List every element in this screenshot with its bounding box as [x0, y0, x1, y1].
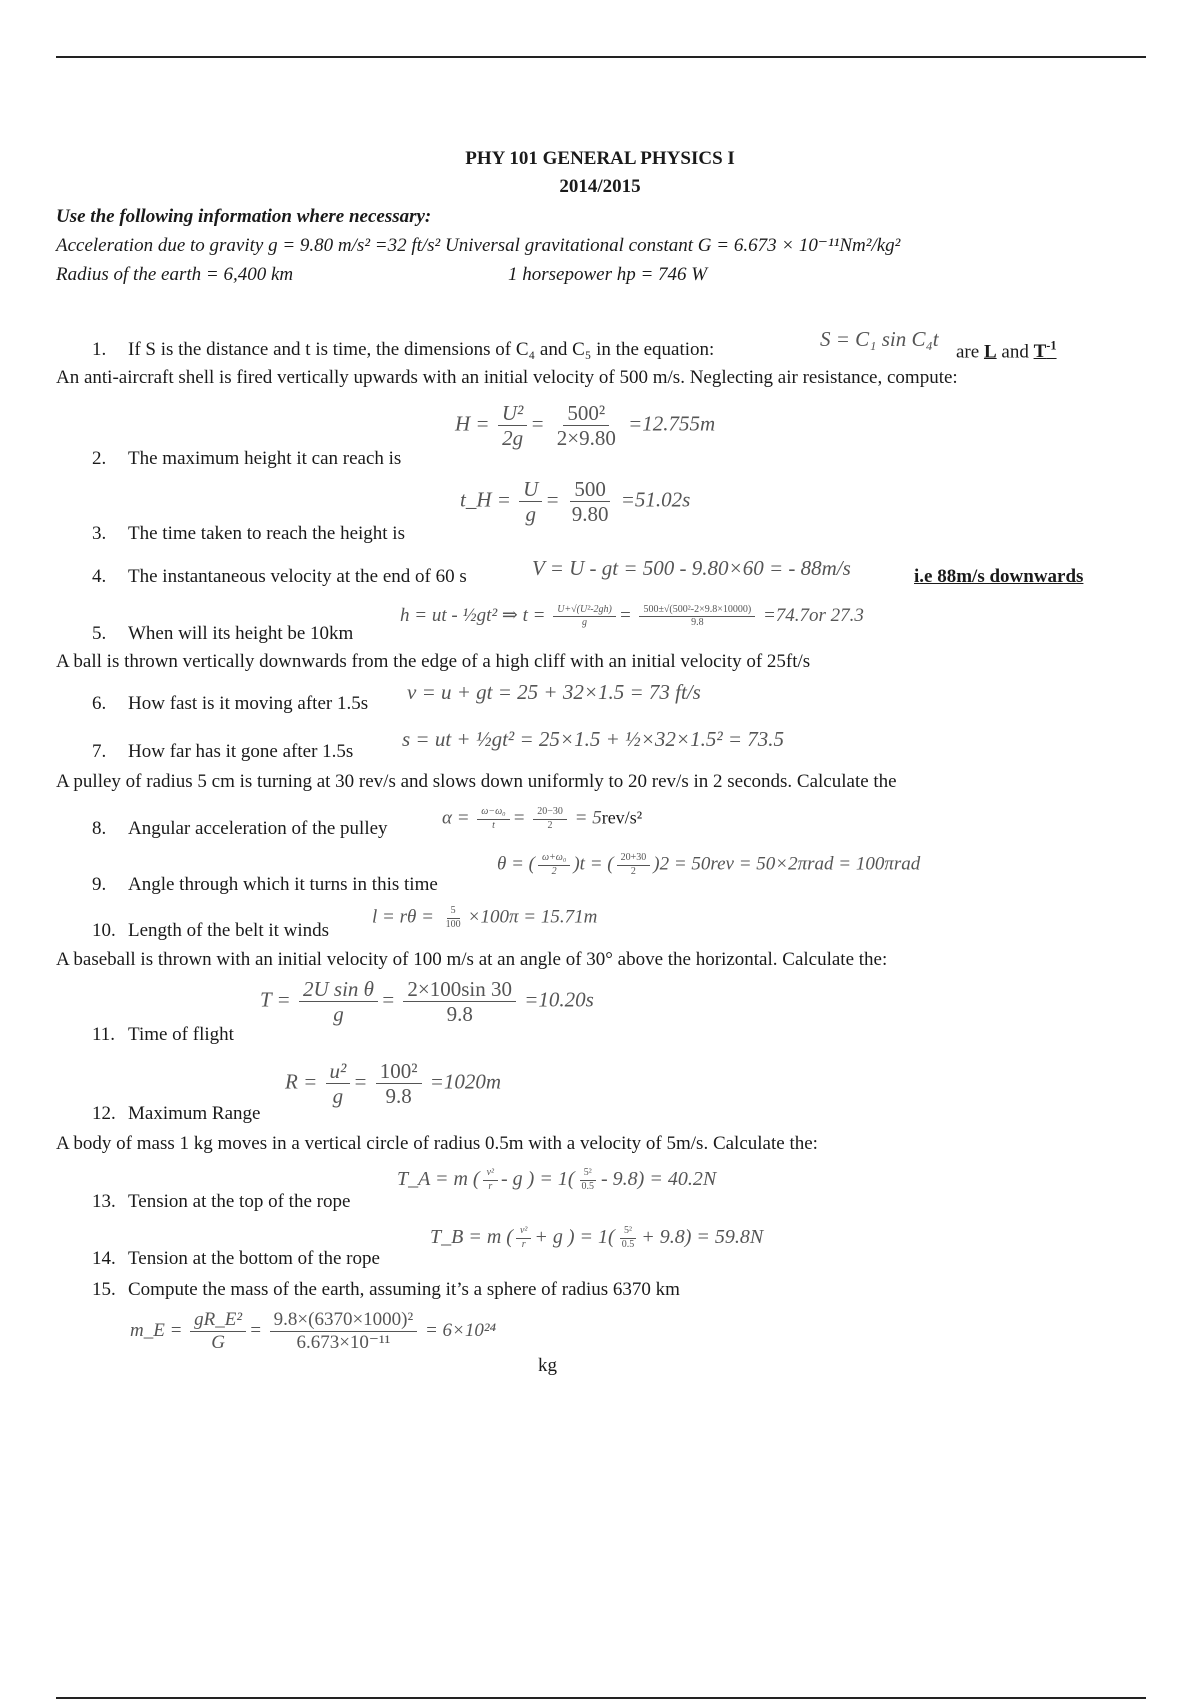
section-pulley-intro: A pulley of radius 5 cm is turning at 30 rev/s and slows down uniformly to 20 rev/s in 2 seconds. Calculate the [56, 771, 897, 792]
section-baseball-intro: A baseball is thrown with an initial velocity of 100 m/s at an angle of 30° above the horizontal. Calculate the: [56, 949, 888, 970]
session-year: 2014/2015 [559, 176, 641, 197]
answer-15-equation: m_E = $\frac{\text{gR\_E²}}{G}$ = $\frac{\text{9.8×(6370×1000)²}}{\text{6.673×10⁻¹¹}}$ = 6×10²⁴ [130, 1309, 497, 1353]
section-shell-intro: An anti-aircraft shell is fired vertically upwards with an initial velocity of 500 m/s. Neglecting air resistance, compute: [56, 367, 958, 388]
question-12: 12. Maximum Range [92, 1103, 261, 1124]
question-7: 7. How far has it gone after 1.5s [92, 741, 354, 762]
answer-13-equation: T_A = m ( $\frac{\text{v²}}{r}$ - g ) = 1( $\frac{\text{5²}}{0.5}$ - 9.8) = 40.2N [397, 1167, 717, 1192]
answer-10-equation: l = rθ = $\frac{5}{100}$ ×100π = 15.71m [372, 905, 598, 930]
answer-11-equation: T = $\frac{\text{2U sin θ}}{g}$ = $\frac{2\times 100\sin 30}{9.8}$ =10.20s [260, 977, 594, 1027]
question-14: 14. Tension at the bottom of the rope [92, 1248, 380, 1269]
question-8: 8. Angular acceleration of the pulley [92, 818, 388, 839]
answer-15-unit: kg [538, 1355, 557, 1376]
answer-1-L: L [983, 341, 997, 363]
question-15: 15. Compute the mass of the earth, assuming it’s a sphere of radius 6370 km [92, 1279, 680, 1300]
constants-horsepower: 1 horsepower hp = 746 W [508, 264, 708, 285]
constants-earth-radius: Radius of the earth = 6,400 km [56, 264, 294, 285]
answer-1-result [956, 339, 1057, 363]
question-3: 3. The time taken to reach the height is [92, 523, 405, 544]
question-6: 6. How fast is it moving after 1.5s [92, 693, 369, 714]
question-5: 5. When will its height be 10km [92, 623, 354, 644]
answer-1-are: are [956, 341, 980, 363]
question-9: 9. Angle through which it turns in this time [92, 874, 438, 895]
course-title: PHY 101 GENERAL PHYSICS I [465, 148, 735, 169]
answer-12-equation: R = $\frac{\text{u²}}{g}$ = $\frac{\text{100²}}{9.8}$ =1020m [285, 1059, 502, 1109]
question-number: 1. [92, 339, 107, 360]
answer-7-equation: s = ut + ½gt² = 25×1.5 + ½×32×1.5² = 73.5 [402, 727, 785, 751]
section-ball-intro: A ball is thrown vertically downwards from the edge of a high cliff with an initial velocity of 25ft/s [56, 651, 811, 672]
answer-3-equation: t_H = $\frac{U}{g}$ = $\frac{500}{9.80}$ =51.02s [460, 477, 691, 527]
constants-line-1: Acceleration due to gravity g = 9.80 m/s² =32 ft/s² Universal gravitational constant G = 6.673 × 10⁻¹¹Nm²/kg² [56, 235, 901, 256]
answer-1-and: and [1001, 341, 1029, 363]
constants-heading: Use the following information where necessary: [56, 206, 432, 227]
answer-5-equation: h = ut - ½gt² ⇒ t = $\frac{\text{U+√(U²-2gh)}}{g}$ = $\frac{\text{500±√(500²-2×9.8×10000)}}{9.8}$ =74.7or 27.3 [400, 603, 864, 629]
answer-4-equation: V = U - gt = 500 - 9.80×60 = - 88m/s [532, 556, 851, 580]
answer-1-T: $T^{-1}$ [1033, 339, 1057, 363]
top-rule [56, 56, 1146, 58]
answer-14-equation: T_B = m ( $\frac{\text{v²}}{r}$ + g ) = 1( $\frac{\text{5²}}{0.5}$ + 9.8) = 59.8N [430, 1225, 764, 1250]
answer-8-equation: α = $\frac{\text{ω−ω₀}}{t}$ = $\frac{20-30}{2}$ = 5rev/s² [442, 806, 643, 831]
section-circle-intro: A body of mass 1 kg moves in a vertical circle of radius 0.5m with a velocity of 5m/s. Calculate the: [56, 1133, 818, 1154]
question-text: If S is the distance and t is time, the dimensions of C₄ and C₅ in the equation: [128, 339, 715, 360]
question-11: 11. Time of flight [92, 1024, 234, 1045]
question-1 [92, 339, 714, 361]
answer-2-equation: H = $\frac{\text{U²}}{2g}$ = $\frac{\text{500²}}{2\times 9.80}$ =12.755m [455, 401, 716, 451]
answer-9-equation: θ = ( $\frac{\text{ω+ω₀}}{2}$ )t = ( $\frac{20+30}{2}$ )2 = 50rev = 50×2πrad = 100πrad [497, 852, 921, 877]
bottom-rule [56, 1697, 1146, 1699]
answer-6-equation: v = u + gt = 25 + 32×1.5 = 73 ft/s [407, 680, 701, 704]
question-4: 4. The instantaneous velocity at the end of 60 s [92, 566, 467, 587]
question-13: 13. Tension at the top of the rope [92, 1191, 351, 1212]
answer-4-note: i.e 88m/s downwards [914, 566, 1084, 587]
question-2: 2. The maximum height it can reach is [92, 448, 402, 469]
answer-1-equation: S = C₁ sin C₄t [820, 327, 939, 351]
question-10: 10. Length of the belt it winds [92, 920, 330, 941]
